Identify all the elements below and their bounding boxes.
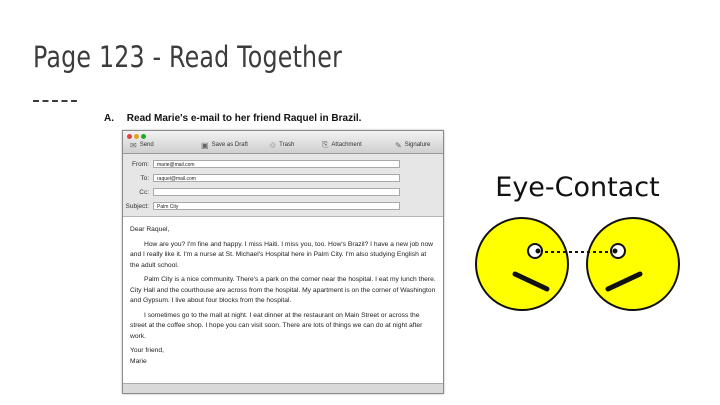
attachment-button[interactable] [322, 139, 362, 151]
cc-label: Cc: [139, 189, 149, 196]
faces-drawing [467, 164, 688, 311]
from-field[interactable]: marie@mail.com [153, 160, 400, 168]
exercise-heading [104, 113, 361, 124]
email-closing: Your friend, [130, 347, 164, 354]
subject-field[interactable]: Palm City [153, 202, 400, 210]
title-underline [33, 100, 77, 104]
signature-label: Signature [404, 142, 431, 148]
pen-icon: ✎ [395, 140, 402, 150]
trash-icon: ♲ [269, 140, 277, 150]
right-pupil [613, 249, 618, 254]
email-paragraph: How are you? I'm fine and happy. I miss Haiti. I miss you, too. How's Brazil? I have a new job now and I really like it. I'm a nurse at St. Michael's Hospital here in Palm City. I'm also studying English at the adult school. [130, 240, 434, 269]
email-paragraph: Palm City is a nice community. There's a park on the corner near the hospital. I eat my lunch there. City Hall and the courthouse are across from the hospital. My apartment is on the corner of Washington and Gypsum. I live about four blocks from the hospital. [130, 276, 436, 304]
save-icon: ▣ [201, 140, 209, 150]
exercise-instruction: Read Marie's e-mail to her friend Raquel in Brazil. [126, 113, 362, 124]
right-face [587, 218, 679, 310]
paperclip-icon: ⎘ [322, 140, 329, 149]
to-label: To: [140, 175, 149, 182]
left-face [476, 218, 568, 310]
signature-button[interactable] [395, 139, 430, 151]
email-paragraph: I sometimes go to the mall at night. I eat dinner at the restaurant on Main Street or across the street at the coffee shop. I hope you can visit soon. There are lots of things we can do at night after work. [130, 311, 423, 340]
send-button[interactable] [130, 139, 154, 151]
from-label: From: [132, 161, 149, 168]
exercise-letter: A. [104, 113, 114, 124]
subject-label: Subject: [125, 203, 149, 210]
save-draft-button[interactable] [201, 139, 248, 151]
window-bottom-bar [123, 383, 443, 393]
to-field[interactable]: raquel@mail.com [153, 174, 400, 182]
attachment-label: Attachment [331, 142, 362, 148]
trash-button[interactable] [269, 139, 294, 151]
eye-contact-title: Eye-Contact [495, 172, 660, 203]
email-signature: Marie [130, 357, 147, 365]
email-headers [123, 154, 443, 217]
save-label: Save as Draft [211, 142, 248, 148]
to-row [123, 174, 443, 185]
send-icon: ✉ [130, 140, 137, 150]
email-toolbar [123, 131, 443, 154]
email-window [122, 130, 444, 394]
left-pupil [536, 249, 541, 254]
from-row [123, 160, 443, 171]
trash-label: Trash [279, 142, 295, 148]
email-greeting: Dear Raquel, [130, 226, 170, 233]
eye-contact-illustration [467, 164, 688, 311]
subject-row [123, 202, 443, 213]
cc-row [123, 188, 443, 199]
cc-field[interactable] [153, 188, 400, 196]
slide-title: Page 123 - Read Together [33, 40, 343, 74]
email-body[interactable] [130, 225, 436, 367]
send-label: Send [139, 142, 154, 148]
